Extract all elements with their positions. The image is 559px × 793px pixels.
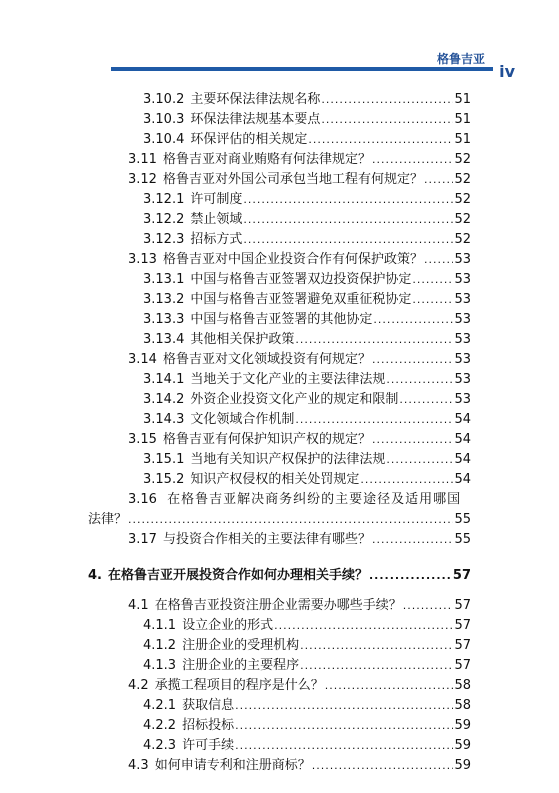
dot-leader [372, 533, 453, 547]
entry-title: 格鲁吉亚对中国企业投资合作有何保护政策？ [162, 252, 423, 267]
entry-page: 59 [454, 758, 471, 773]
entry-page: 54 [454, 432, 471, 447]
toc-entry[interactable] [143, 451, 471, 469]
dot-leader [372, 433, 453, 447]
toc-entry[interactable] [143, 697, 471, 715]
entry-number: 3.12 [128, 172, 157, 187]
entry-title: 格鲁吉亚有何保护知识产权的规定？ [162, 432, 371, 447]
toc-entry[interactable] [143, 471, 471, 489]
toc-entry[interactable] [143, 657, 471, 675]
entry-title: 中国与格鲁吉亚签署的其他协定 [190, 312, 373, 327]
entry-page: 52 [454, 232, 471, 247]
entry-number: 3.13.1 [143, 272, 185, 287]
dot-leader [295, 333, 453, 347]
dot-leader [372, 353, 453, 367]
entry-title: 当地关于文化产业的主要法律法规 [190, 372, 386, 387]
entry-number: 3.15 [128, 432, 157, 447]
entry-page: 53 [454, 272, 471, 287]
entry-number: 4.1.2 [143, 638, 177, 653]
entry-page: 52 [454, 212, 471, 227]
toc-entry[interactable] [143, 91, 471, 109]
dot-leader [235, 719, 453, 733]
entry-number: 3.14.2 [143, 392, 185, 407]
dot-leader [325, 679, 454, 693]
entry-page: 53 [454, 332, 471, 347]
entry-page: 51 [454, 92, 471, 107]
toc-entry[interactable] [143, 717, 471, 735]
entry-number: 3.11 [128, 152, 157, 167]
entry-title: 如何申请专利和注册商标？ [154, 758, 311, 773]
entry-page: 57 [454, 638, 471, 653]
toc-entry[interactable] [143, 637, 471, 655]
entry-number: 3.13.4 [143, 332, 185, 347]
dot-leader [412, 293, 453, 307]
entry-number: 4.1.1 [143, 618, 177, 633]
toc-entry[interactable] [143, 131, 471, 149]
dot-leader [243, 233, 453, 247]
entry-page: 53 [454, 312, 471, 327]
toc-entry[interactable] [143, 737, 471, 755]
toc-entry[interactable] [143, 271, 471, 289]
entry-page: 53 [454, 392, 471, 407]
toc-entry[interactable] [143, 411, 471, 429]
toc-entry[interactable] [143, 371, 471, 389]
dot-leader [386, 453, 453, 467]
entry-page: 52 [454, 192, 471, 207]
entry-title: 当地有关知识产权保护的法律法规 [190, 452, 386, 467]
toc-entry[interactable] [128, 251, 471, 269]
entry-title: 许可手续 [182, 738, 235, 753]
entry-number: 3.15.2 [143, 472, 185, 487]
toc-entry[interactable] [143, 231, 471, 249]
dot-leader [424, 173, 453, 187]
toc-entry[interactable] [128, 171, 471, 189]
dot-leader [243, 213, 453, 227]
dot-leader [300, 639, 453, 653]
entry-title: 招标投标 [182, 718, 235, 733]
entry-number: 4.1 [128, 598, 149, 613]
entry-title: 许可制度 [190, 192, 243, 207]
entry-title: 注册企业的受理机构 [182, 638, 300, 653]
entry-title: 在格鲁吉亚解决商务纠纷的主要途径及适用哪国 [167, 492, 462, 507]
entry-title: 获取信息 [182, 698, 235, 713]
entry-page: 58 [454, 678, 471, 693]
page-number: iv [499, 62, 515, 81]
dot-leader [128, 513, 453, 527]
entry-title: 在格鲁吉亚投资注册企业需要办哪些手续？ [154, 598, 402, 613]
toc-entry[interactable] [143, 211, 471, 229]
entry-page: 54 [454, 412, 471, 427]
entry-title: 环保法律法规基本要点 [190, 112, 321, 127]
dot-leader [369, 569, 452, 583]
entry-number: 4.2 [128, 678, 149, 693]
dot-leader [300, 659, 453, 673]
dot-leader [386, 373, 453, 387]
dot-leader [308, 133, 453, 147]
entry-page: 53 [454, 352, 471, 367]
entry-page: 52 [454, 152, 471, 167]
dot-leader [321, 113, 453, 127]
entry-title: 其他相关保护政策 [190, 332, 295, 347]
entry-page: 51 [454, 112, 471, 127]
entry-number: 3.10.4 [143, 132, 185, 147]
toc-entry[interactable] [143, 291, 471, 309]
toc-entry[interactable] [128, 351, 471, 369]
entry-title: 外资企业投资文化产业的规定和限制 [190, 392, 399, 407]
dot-leader [295, 413, 453, 427]
dot-leader [399, 393, 453, 407]
entry-page: 53 [454, 292, 471, 307]
toc-entry[interactable] [143, 191, 471, 209]
entry-title: 承揽工程项目的程序是什么？ [154, 678, 324, 693]
toc-entry[interactable] [128, 677, 471, 695]
toc-entry[interactable] [143, 111, 471, 129]
toc-entry[interactable] [128, 597, 471, 615]
entry-title: 格鲁吉亚对文化领域投资有何规定？ [162, 352, 371, 367]
entry-number: 3.13.3 [143, 312, 185, 327]
dot-leader [373, 313, 453, 327]
dot-leader [321, 93, 453, 107]
entry-number: 3.12.2 [143, 212, 185, 227]
toc-entry-wrapped-second-line[interactable] [88, 511, 471, 529]
entry-title: 主要环保法律法规名称 [190, 92, 321, 107]
toc-chapter-entry[interactable] [88, 567, 471, 585]
toc-entry[interactable] [143, 391, 471, 409]
entry-page: 51 [454, 132, 471, 147]
dot-leader [243, 193, 453, 207]
dot-leader [372, 153, 453, 167]
header-rule [111, 67, 493, 71]
entry-title: 中国与格鲁吉亚签署双边投资保护协定 [190, 272, 412, 287]
toc-entry[interactable] [128, 531, 471, 549]
dot-leader [424, 253, 453, 267]
chapter-number: 4. [88, 568, 102, 583]
entry-page: 59 [454, 718, 471, 733]
entry-number: 3.14.3 [143, 412, 185, 427]
chapter-title: 在格鲁吉亚开展投资合作如何办理相关手续？ [107, 568, 368, 583]
entry-number: 4.2.3 [143, 738, 177, 753]
entry-page: 54 [454, 472, 471, 487]
toc-entry[interactable] [128, 757, 471, 775]
entry-number: 3.13.2 [143, 292, 185, 307]
entry-title: 设立企业的形式 [182, 618, 274, 633]
entry-page: 57 [454, 598, 471, 613]
entry-page: 55 [454, 512, 471, 527]
entry-title: 知识产权侵权的相关处罚规定 [190, 472, 360, 487]
entry-title: 招标方式 [190, 232, 243, 247]
entry-page: 53 [454, 372, 471, 387]
entry-title: 中国与格鲁吉亚签署避免双重征税协定 [190, 292, 412, 307]
dot-leader [312, 759, 454, 773]
entry-page: 54 [454, 452, 471, 467]
dot-leader [360, 473, 453, 487]
entry-title-continued: 法律？ [88, 512, 128, 527]
entry-number: 3.14.1 [143, 372, 185, 387]
entry-title: 格鲁吉亚对外国公司承包当地工程有何规定？ [162, 172, 423, 187]
entry-title: 禁止领域 [190, 212, 243, 227]
entry-number: 3.15.1 [143, 452, 185, 467]
entry-title: 文化领域合作机制 [190, 412, 295, 427]
entry-number: 4.1.3 [143, 658, 177, 673]
entry-number: 3.10.2 [143, 92, 185, 107]
entry-page: 55 [454, 532, 471, 547]
entry-page: 57 [454, 658, 471, 673]
toc-entry[interactable] [143, 311, 471, 329]
toc-entry[interactable] [128, 151, 471, 169]
entry-title: 格鲁吉亚对商业贿赂有何法律规定？ [162, 152, 371, 167]
entry-number: 3.12.3 [143, 232, 185, 247]
entry-number: 4.2.2 [143, 718, 177, 733]
entry-number: 3.16 [128, 492, 157, 507]
toc-entry[interactable] [143, 331, 471, 349]
dot-leader [235, 739, 453, 753]
toc-entry[interactable] [128, 431, 471, 449]
dot-leader [412, 273, 453, 287]
entry-title: 与投资合作相关的主要法律有哪些？ [162, 532, 371, 547]
toc-entry-wrapped-first-line[interactable] [128, 491, 461, 509]
dot-leader [403, 599, 454, 613]
dot-leader [235, 699, 453, 713]
entry-number: 3.17 [128, 532, 157, 547]
entry-number: 4.2.1 [143, 698, 177, 713]
entry-page: 52 [454, 172, 471, 187]
entry-number: 3.13 [128, 252, 157, 267]
entry-page: 53 [454, 252, 471, 267]
entry-title: 注册企业的主要程序 [182, 658, 300, 673]
entry-number: 3.14 [128, 352, 157, 367]
entry-page: 58 [454, 698, 471, 713]
entry-number: 3.10.3 [143, 112, 185, 127]
toc-entry[interactable] [143, 617, 471, 635]
entry-number: 4.3 [128, 758, 149, 773]
entry-page: 57 [454, 618, 471, 633]
entry-page: 57 [452, 568, 471, 583]
dot-leader [274, 619, 453, 633]
entry-number: 3.12.1 [143, 192, 185, 207]
entry-title: 环保评估的相关规定 [190, 132, 308, 147]
running-header-title: 格鲁吉亚 [436, 52, 485, 66]
entry-page: 59 [454, 738, 471, 753]
